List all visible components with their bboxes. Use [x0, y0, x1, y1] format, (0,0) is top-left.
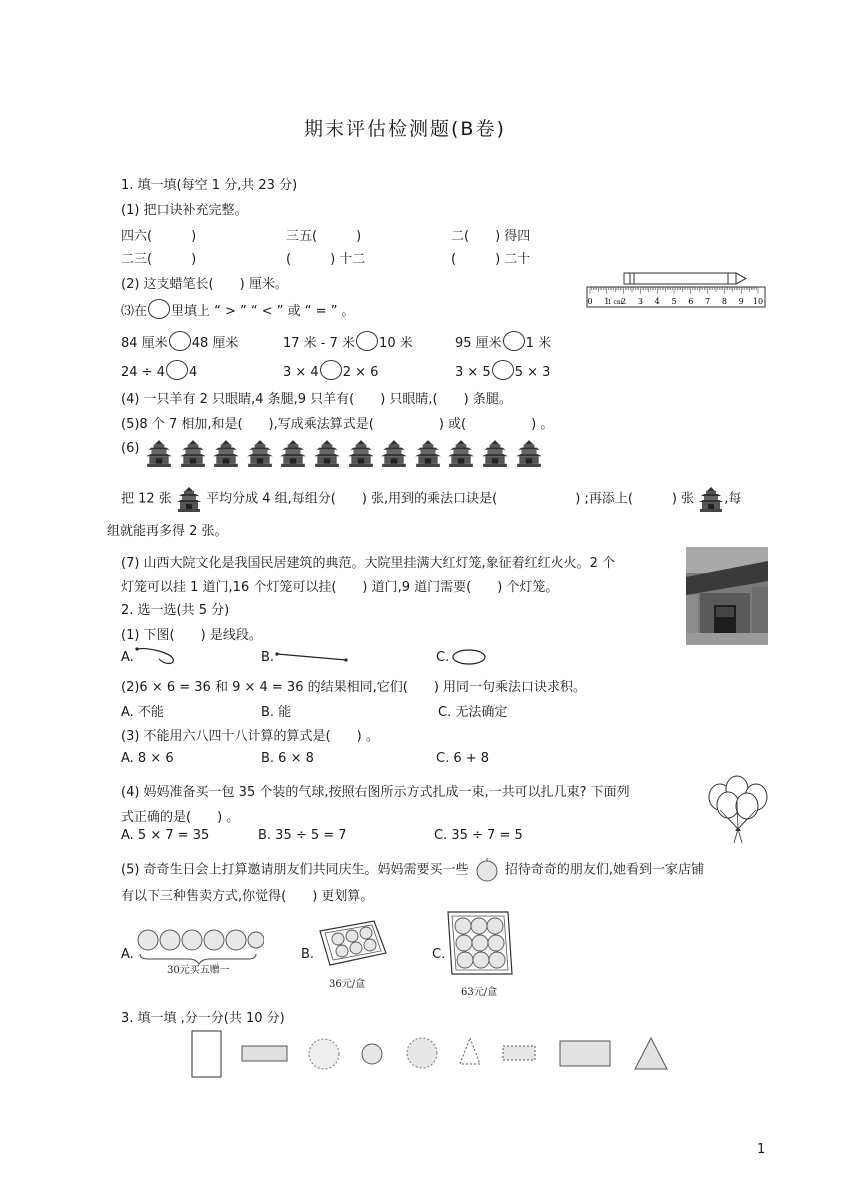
ruler-tick-label: 3 [637, 297, 643, 306]
ruler-tick-label: 4 [654, 297, 660, 306]
q1-6-text-cont: 组就能再多得 2 张。 [107, 524, 228, 539]
compare-circle[interactable] [492, 360, 514, 380]
large-circle-shape [407, 1038, 437, 1068]
option-a[interactable]: A. [121, 947, 134, 962]
option-a[interactable]: A. 5 × 7 = 35 [121, 828, 210, 843]
q1-6-label: (6) [121, 441, 140, 456]
ruler-tick-label: 8 [721, 297, 727, 306]
crayon-ruler-figure [586, 271, 766, 309]
pavilion-card-icon [447, 437, 475, 469]
compare-left: 3 × 5 [455, 365, 491, 380]
ellipse-icon [451, 648, 487, 666]
q1-6-part-c: ,每 [724, 491, 742, 507]
triangle-shape [635, 1038, 667, 1069]
option-c-caption: 63元/盒 [461, 987, 498, 998]
q2-4-line2: 式正确的是( ) 。 [121, 810, 240, 825]
pavilion-card-icon [246, 437, 274, 469]
option-b-caption: 36元/盒 [329, 979, 366, 990]
dotted-triangle-shape [460, 1038, 480, 1064]
compare-right: 10 米 [379, 336, 413, 351]
q1-3-prefix: ⑶在 [121, 304, 148, 319]
ruler-tick-label: 5 [671, 297, 677, 306]
q1-6-part-a: 把 12 张 [121, 491, 172, 507]
q2-5-part-a: (5) 奇奇生日会上打算邀请朋友们共同庆生。妈妈需要买一些 [121, 862, 469, 878]
orange-icon [473, 858, 501, 882]
page-title: 期末评估检测题(B卷) [304, 118, 506, 140]
compare-1 [121, 331, 238, 351]
compare-6 [455, 360, 550, 380]
compare-left: 24 ÷ 4 [121, 365, 165, 380]
compare-left: 17 米 - 7 米 [283, 336, 356, 351]
option-a-caption: 30元买五赠一 [167, 965, 230, 976]
option-b[interactable]: B. [261, 650, 275, 665]
balloon-bunch-icon [702, 775, 772, 845]
pavilion-card-icon [212, 437, 240, 469]
option-a[interactable]: A. [121, 650, 134, 665]
compare-left: 95 厘米 [455, 336, 502, 351]
mnemonic-3: 二( ) 得四 [451, 229, 531, 244]
compare-right: 1 米 [525, 336, 552, 351]
q1-3-prompt [121, 299, 355, 319]
pavilion-card-row [145, 437, 545, 471]
compare-right: 48 厘米 [191, 336, 239, 351]
ruler-tick-label: 9 [738, 297, 744, 306]
q1-5-addition: (5)8 个 7 相加,和是( ),写成乘法算式是( ) 或( ) 。 [121, 417, 554, 432]
tall-rectangle-shape [192, 1031, 221, 1077]
pavilion-card-icon [145, 437, 173, 469]
compare-left: 84 厘米 [121, 336, 168, 351]
compare-circle[interactable] [320, 360, 342, 380]
wide-rectangle-shape [560, 1041, 610, 1066]
pavilion-card-icon [313, 437, 341, 469]
q1-7-line1: (7) 山西大院文化是我国民居建筑的典范。大院里挂满大红灯笼,象征着红红火火。2 个 [121, 556, 616, 571]
q1-7-line2: 灯笼可以挂 1 道门,16 个灯笼可以挂( ) 道门,9 道门需要( ) 个灯笼。 [121, 580, 559, 595]
pavilion-card-icon [176, 486, 202, 512]
compare-2 [283, 331, 413, 351]
pavilion-card-icon [414, 437, 442, 469]
q2-2-prompt: (2)6 × 6 = 36 和 9 × 4 = 36 的结果相同,它们( ) 用同一句乘法口诀求积。 [121, 680, 587, 695]
q1-6-text [121, 486, 741, 512]
ruler-tick-label: 0 [587, 297, 593, 306]
q1-3-suffix: 里填上 “ > ” “ < ” 或 “ = ” 。 [171, 304, 355, 319]
shapes-row [186, 1026, 676, 1082]
q2-5-line1 [121, 858, 704, 882]
option-b[interactable]: B. [301, 947, 315, 962]
compare-circle[interactable] [503, 331, 525, 351]
compare-right: 5 × 3 [514, 365, 551, 380]
compare-3 [455, 331, 551, 351]
curve-line-icon [135, 645, 177, 667]
option-b[interactable]: B. 能 [261, 705, 292, 720]
compare-circle[interactable] [169, 331, 191, 351]
option-c[interactable]: C. 35 ÷ 7 = 5 [434, 828, 523, 843]
ruler-unit-text: 1 cm [607, 299, 623, 306]
box-of-six-oranges-figure [316, 917, 388, 969]
option-c[interactable]: C. [432, 947, 446, 962]
pavilion-card-icon [347, 437, 375, 469]
compare-5 [283, 360, 378, 380]
q1-1-prompt: (1) 把口诀补充完整。 [121, 203, 248, 218]
q1-4-sheep: (4) 一只羊有 2 只眼睛,4 条腿,9 只羊有( ) 只眼睛,( ) 条腿。 [121, 392, 512, 407]
pavilion-card-icon [698, 486, 724, 512]
segment-line-icon [274, 651, 350, 663]
crayon-icon [624, 273, 746, 284]
q2-3-prompt: (3) 不能用六八四十八计算的算式是( ) 。 [121, 729, 379, 744]
section-3-heading: 3. 填一填 ,分一分(共 10 分) [121, 1011, 285, 1026]
option-c[interactable]: C. 6 + 8 [436, 751, 490, 766]
dotted-rectangle-shape [503, 1046, 535, 1060]
q2-5-part-b: 招待奇奇的朋友们,她看到一家店铺 [504, 862, 704, 878]
q2-4-line1: (4) 妈妈准备买一包 35 个装的气球,按照右图所示方式扎成一束,一共可以扎几束? 下面列 [121, 785, 630, 800]
compare-circle-icon [148, 299, 170, 319]
gray-rectangle-shape [242, 1046, 287, 1061]
option-c[interactable]: C. 无法确定 [438, 705, 508, 720]
section-2-heading: 2. 选一选(共 5 分) [121, 603, 230, 618]
compare-4 [121, 360, 197, 380]
ruler-tick-label: 10 [752, 297, 764, 306]
page-number: 1 [757, 1142, 766, 1157]
q2-1-prompt: (1) 下图( ) 是线段。 [121, 628, 262, 643]
pavilion-card-icon [179, 437, 207, 469]
q2-5-line2: 有以下三种售卖方式,你觉得( ) 更划算。 [121, 889, 374, 904]
q1-6-part-b: 平均分成 4 组,每组分( ) 张,用到的乘法口诀是( ) ;再添上( ) 张 [206, 491, 695, 507]
small-circle-shape [362, 1044, 382, 1064]
compare-right: 2 × 6 [342, 365, 379, 380]
compare-circle[interactable] [356, 331, 378, 351]
option-b[interactable]: B. 6 × 8 [261, 751, 314, 766]
ruler-tick-label: 1 [604, 297, 610, 306]
pavilion-card-icon [279, 437, 307, 469]
mnemonic-2: 三五( ) [286, 229, 362, 244]
pavilion-card-icon [380, 437, 408, 469]
ruler-tick-label: 2 [621, 297, 627, 306]
mnemonic-4: 二三( ) [121, 252, 197, 267]
pavilion-card-icon [481, 437, 509, 469]
q1-2-crayon: (2) 这支蜡笔长( ) 厘米。 [121, 277, 288, 292]
option-c[interactable]: C. [436, 650, 450, 665]
option-a[interactable]: A. 不能 [121, 705, 164, 720]
compare-right: 4 [188, 365, 198, 380]
box-of-nine-oranges-figure [446, 910, 516, 978]
option-a[interactable]: A. 8 × 6 [121, 751, 174, 766]
mnemonic-1: 四六( ) [121, 229, 197, 244]
section-1-heading: 1. 填一填(每空 1 分,共 23 分) [121, 178, 298, 193]
pavilion-card-icon [515, 437, 543, 469]
ruler-tick-label: 7 [705, 297, 711, 306]
compare-left: 3 × 4 [283, 365, 319, 380]
mnemonic-6: ( ) 二十 [451, 252, 531, 267]
courtyard-photo [686, 547, 768, 645]
option-b[interactable]: B. 35 ÷ 5 = 7 [258, 828, 347, 843]
mnemonic-5: ( ) 十二 [286, 252, 366, 267]
compare-circle[interactable] [166, 360, 188, 380]
ruler-tick-label: 6 [688, 297, 694, 306]
dotted-circle-shape [309, 1039, 339, 1069]
